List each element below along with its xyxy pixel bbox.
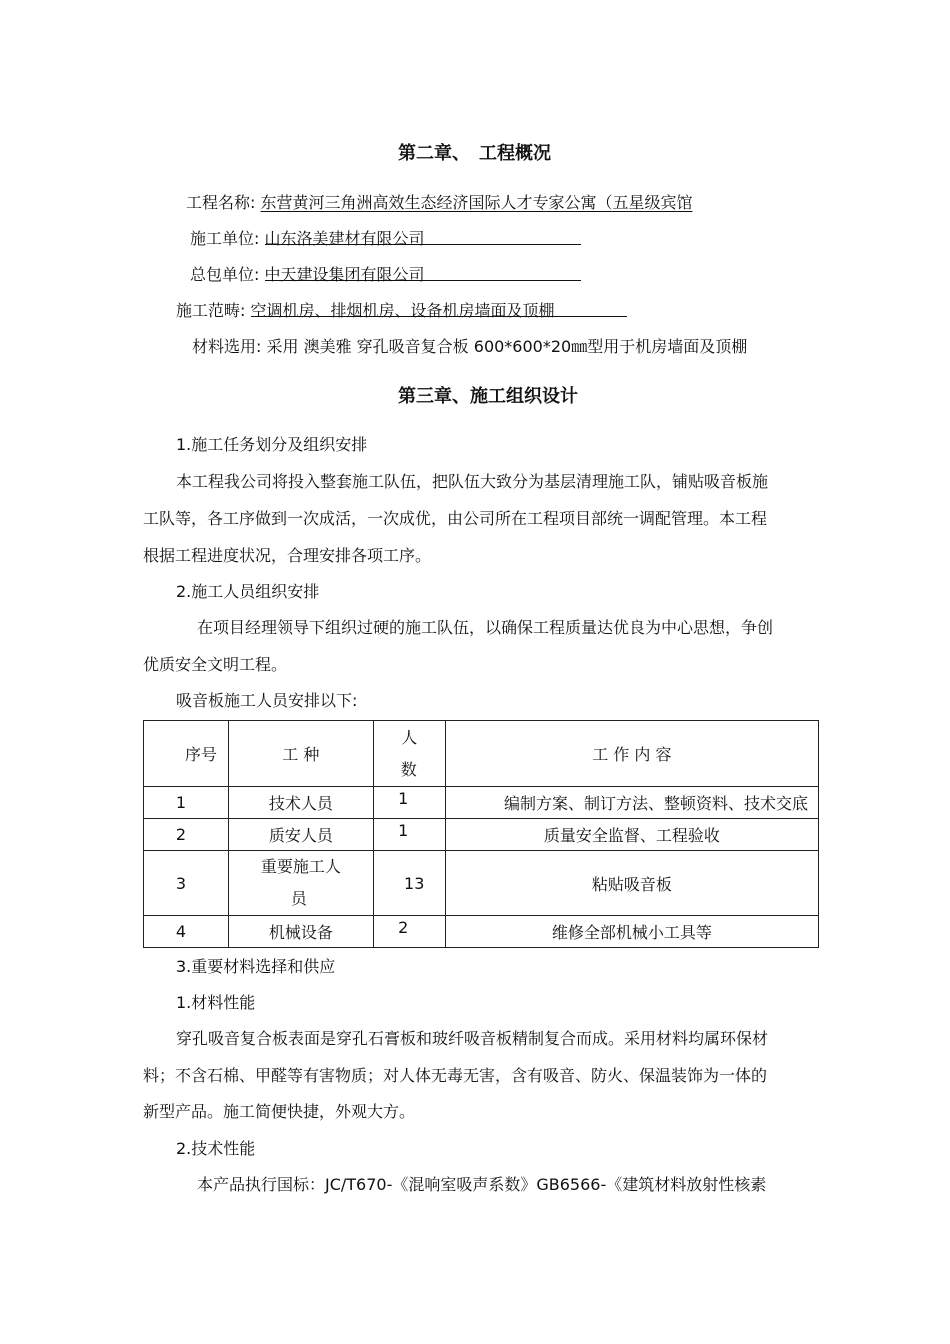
material-label: 材料选用: bbox=[192, 337, 262, 356]
section1-line3: 根据工程进度状况，合理安排各项工序。 bbox=[143, 546, 432, 565]
section3-1-title: 1.材料性能 bbox=[176, 993, 256, 1012]
section3-1-line3: 新型产品。施工简便快捷，外观大方。 bbox=[143, 1102, 416, 1121]
scope-row bbox=[176, 298, 627, 321]
section1-line2: 工队等，各工序做到一次成活，一次成优，由公司所在工程项目部统一调配管理。本工程 bbox=[143, 509, 768, 528]
header-no: 序号 bbox=[144, 721, 229, 787]
scope-label: 施工范畴: bbox=[176, 301, 246, 320]
section2-line1: 在项目经理领导下组织过硬的施工队伍，以确保工程质量达优良为中心思想，争创 bbox=[197, 618, 774, 637]
row-type: 机械设备 bbox=[228, 916, 373, 948]
project-name-value: 东营黄河三角洲高效生态经济国际人才专家公寓（五星级宾馆 bbox=[260, 193, 693, 212]
header-type: 工 种 bbox=[228, 721, 373, 787]
table-header-row bbox=[144, 721, 819, 787]
row-count: 2 bbox=[373, 916, 445, 948]
section3-2-line1: 本产品执行国标：JC/T670-《混响室吸声系数》GB6566-《建筑材料放射性核素 bbox=[197, 1175, 767, 1194]
row-content: 编制方案、制订方法、整顿资料、技术交底 bbox=[445, 787, 818, 819]
row-content: 粘贴吸音板 bbox=[445, 851, 818, 916]
general-contractor-underline bbox=[264, 262, 581, 284]
general-contractor-label: 总包单位: bbox=[190, 265, 260, 284]
row-content: 维修全部机械小工具等 bbox=[445, 916, 818, 948]
section1-title: 1.施工任务划分及组织安排 bbox=[176, 435, 368, 454]
row-type: 质安人员 bbox=[228, 819, 373, 851]
section2-line3: 吸音板施工人员安排以下: bbox=[176, 691, 358, 710]
material-value: 采用 澳美雅 穿孔吸音复合板 600*600*20㎜型用于机房墙面及顶棚 bbox=[266, 337, 748, 356]
row-type-line2: 员 bbox=[290, 889, 307, 908]
header-count-line1: 人 bbox=[401, 727, 418, 747]
row-type-line1: 重要施工人 bbox=[260, 857, 341, 876]
chapter2-title: 第二章、 工程概况 bbox=[398, 143, 551, 164]
contractor-label: 施工单位: bbox=[190, 229, 260, 248]
table-row bbox=[144, 851, 819, 916]
row-type: 技术人员 bbox=[228, 787, 373, 819]
row-no: 1 bbox=[144, 787, 229, 819]
section3-title: 3.重要材料选择和供应 bbox=[176, 957, 336, 976]
section1-line1: 本工程我公司将投入整套施工队伍，把队伍大致分为基层清理施工队，铺贴吸音板施 bbox=[176, 472, 769, 491]
scope-underline bbox=[250, 298, 627, 320]
header-content: 工 作 内 容 bbox=[445, 721, 818, 787]
contractor-value: 山东洛美建材有限公司 bbox=[264, 229, 425, 248]
section2-line2: 优质安全文明工程。 bbox=[143, 655, 288, 674]
row-type bbox=[228, 851, 373, 916]
scope-value: 空调机房、排烟机房、设备机房墙面及顶棚 bbox=[250, 301, 555, 320]
staff-table bbox=[143, 720, 819, 948]
general-contractor-row bbox=[190, 262, 581, 285]
material-row bbox=[192, 334, 747, 357]
table-row bbox=[144, 916, 819, 948]
header-count-line2: 数 bbox=[400, 759, 417, 779]
contractor-row bbox=[190, 226, 581, 249]
row-count: 1 bbox=[373, 819, 445, 851]
section3-2-title: 2.技术性能 bbox=[176, 1139, 256, 1158]
row-count: 1 bbox=[373, 787, 445, 819]
row-no: 4 bbox=[144, 916, 229, 948]
project-name-row bbox=[186, 190, 693, 213]
row-count: 13 bbox=[373, 851, 445, 916]
contractor-underline bbox=[264, 226, 581, 248]
row-no: 3 bbox=[144, 851, 229, 916]
table-row bbox=[144, 787, 819, 819]
section3-1-line1: 穿孔吸音复合板表面是穿孔石膏板和玻纤吸音板精制复合而成。采用材料均属环保材 bbox=[176, 1029, 769, 1048]
section2-title: 2.施工人员组织安排 bbox=[176, 582, 320, 601]
row-content: 质量安全监督、工程验收 bbox=[445, 819, 818, 851]
general-contractor-value: 中天建设集团有限公司 bbox=[264, 265, 425, 284]
chapter3-title: 第三章、施工组织设计 bbox=[398, 386, 578, 407]
row-no: 2 bbox=[144, 819, 229, 851]
project-name-label: 工程名称: bbox=[186, 193, 256, 212]
header-count bbox=[373, 721, 445, 787]
section3-1-line2: 料；不含石棉、甲醛等有害物质；对人体无毒无害，含有吸音、防火、保温装饰为一体的 bbox=[143, 1066, 768, 1085]
table-row bbox=[144, 819, 819, 851]
